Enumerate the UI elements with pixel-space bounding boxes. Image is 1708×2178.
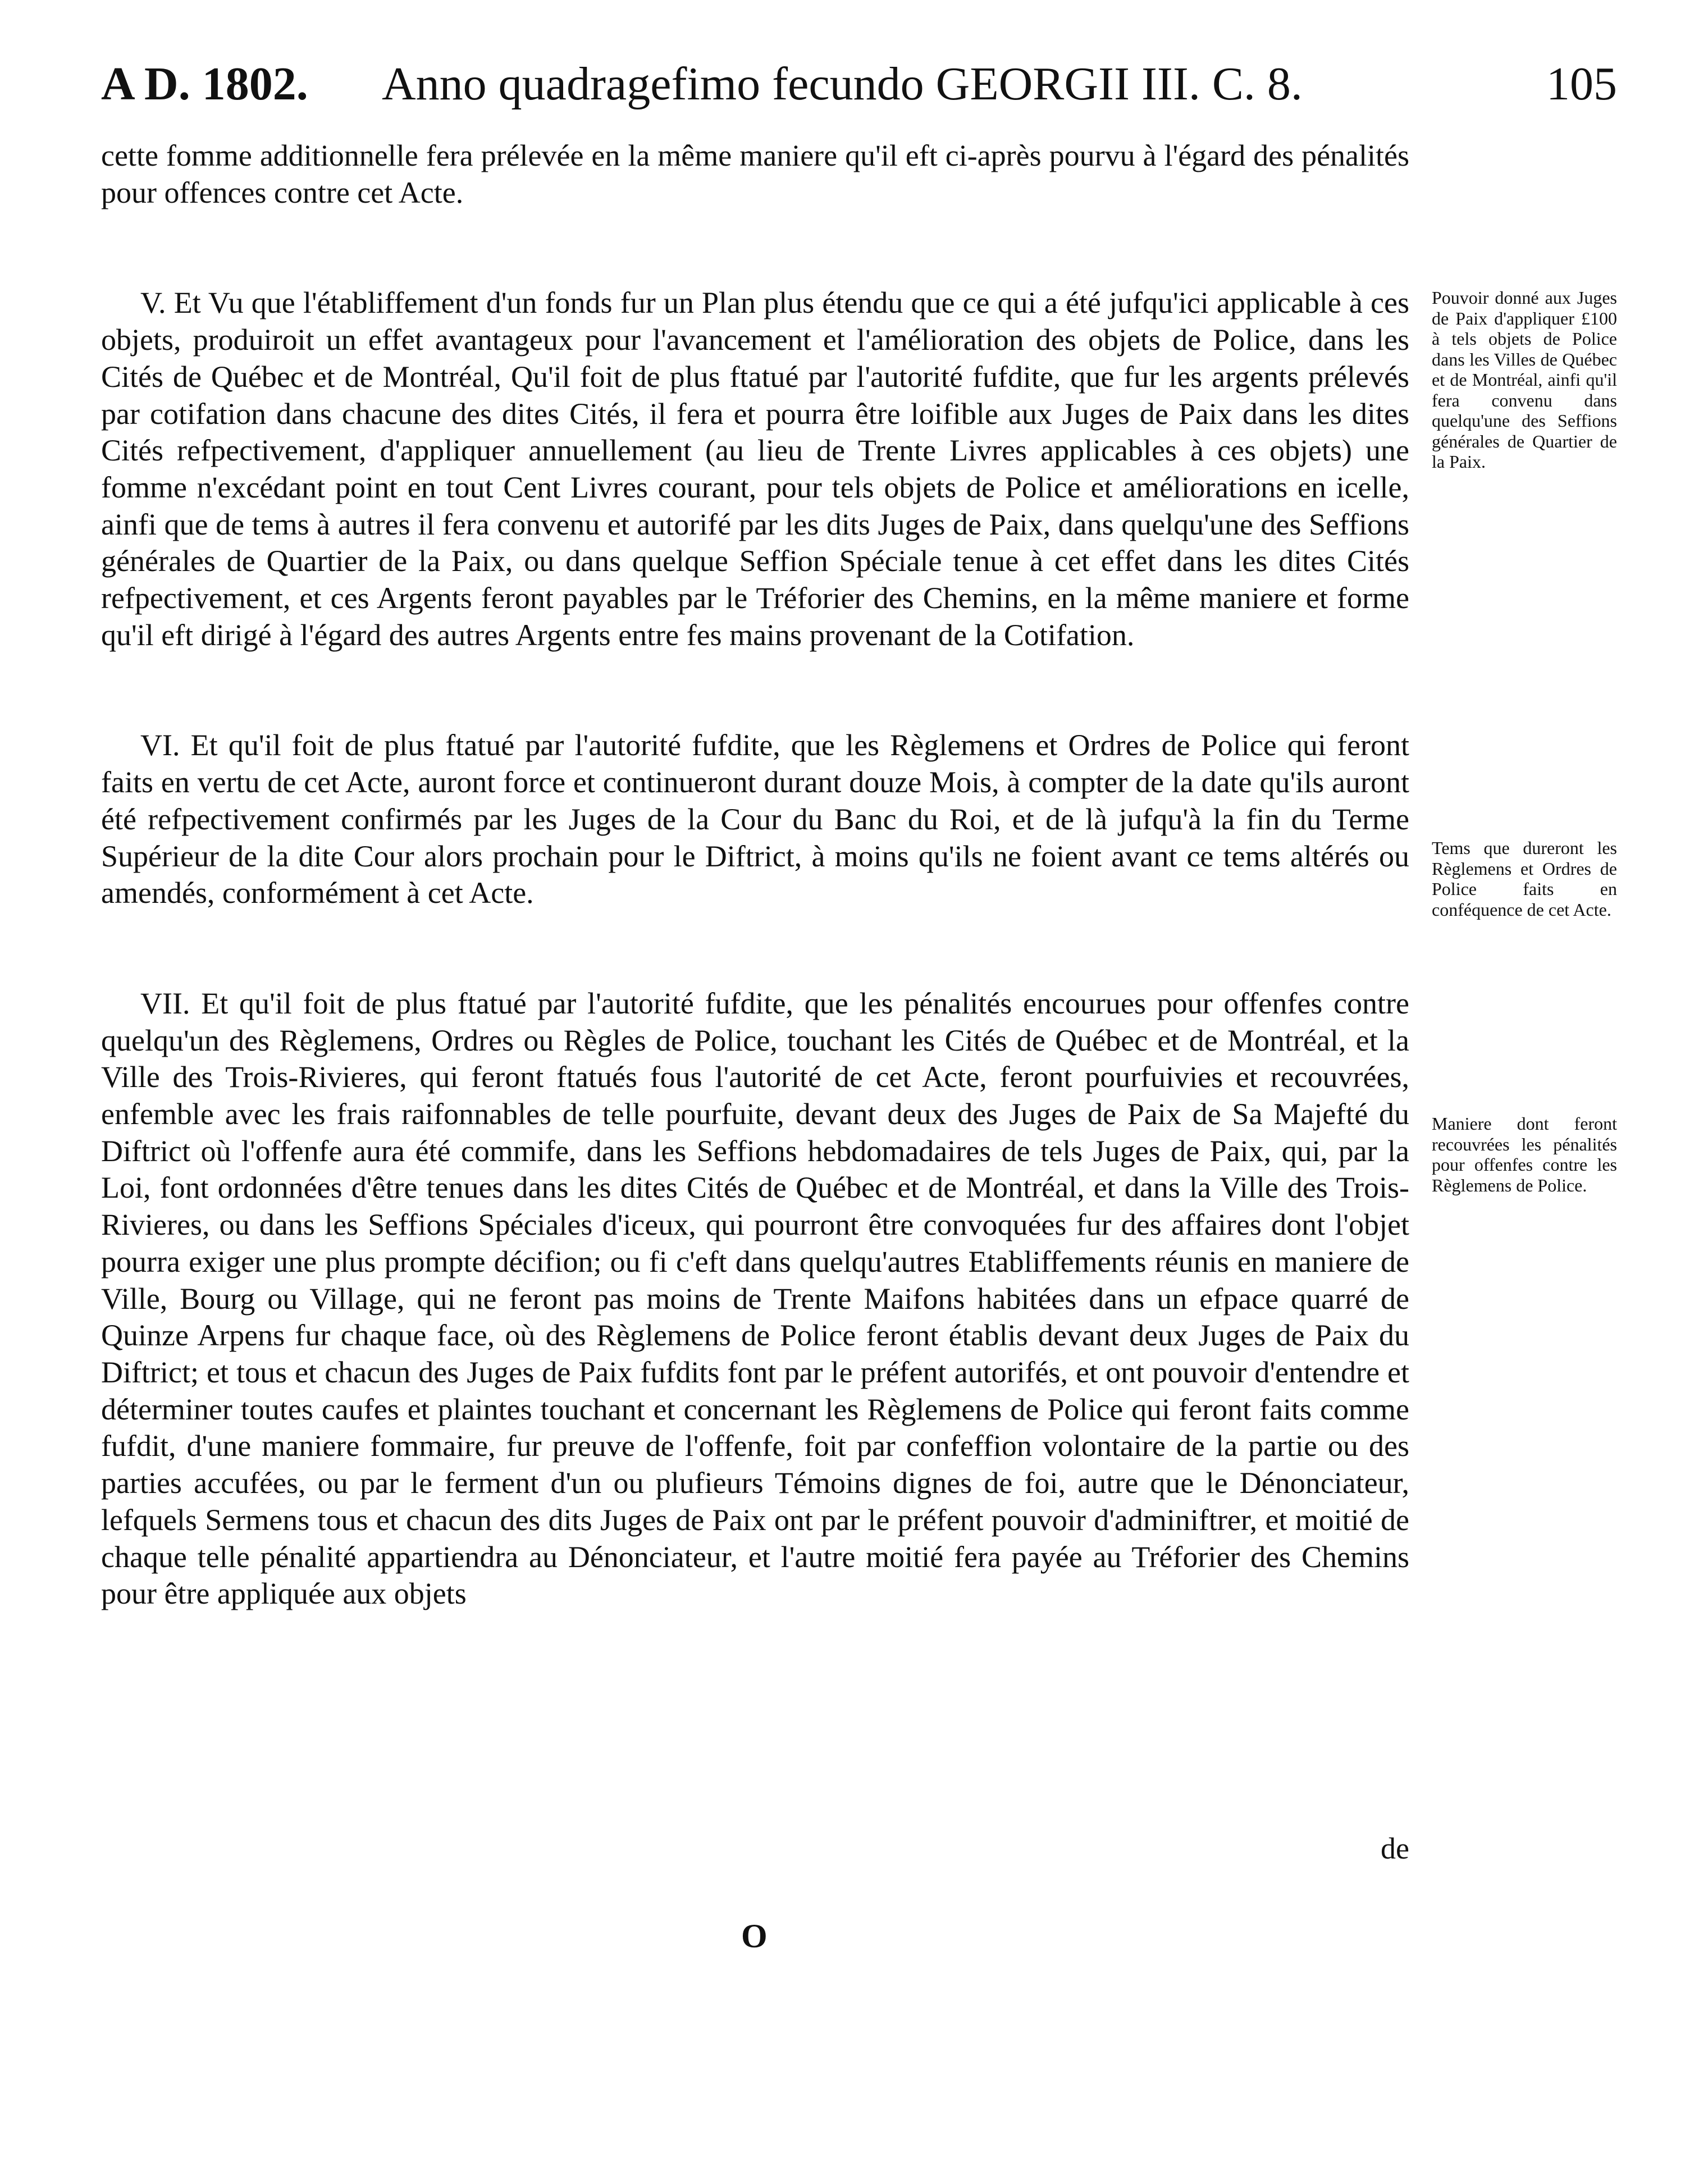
page-number: 105 bbox=[1546, 58, 1617, 110]
signature-mark: O bbox=[741, 1917, 768, 1955]
section-6-paragraph bbox=[101, 727, 1409, 912]
section-6-number: VI. bbox=[140, 728, 180, 762]
margin-note-section-6: Tems que dureront les Règlemens et Ordres de Police faits en conféquence de cet Acte. bbox=[1432, 838, 1617, 920]
catchword: de bbox=[1381, 1832, 1409, 1865]
running-header bbox=[101, 53, 1617, 115]
main-text bbox=[101, 138, 1409, 1613]
margin-note-section-7: Maniere dont feront recouvrées les pénalités pour offenfes contre les Règlemens de Police. bbox=[1432, 1113, 1617, 1195]
section-5-text: Et Vu que l'établiffement d'un fonds fur un Plan plus étendu que ce qui a été jufqu'ici applicable à ces objets, produiroit un effet avantageux pour l'avancement et l'amélioration des objets de Police, dans les Cités de Québec et de Montréal, Qu'il foit de plus ftatué par l'autorité fufdite, que fur les argents prélevés par cotifation dans chacune des dites Cités, il fera et pourra être loifible aux Juges de Paix dans les dites Cités refpectivement, d'appliquer annuellement (au lieu de Trente Livres applicables à ces objets) une fomme n'excédant point en tout Cent Livres courant, pour tels objets de Police et améliorations en icelle, ainfi que de tems à autres il fera convenu et autorifé par les dits Juges de Paix, dans quelqu'une des Seffions générales de Quartier de la Paix, ou dans quelque Seffion Spéciale tenue à cet effet dans les dites Cités refpectivement, et ces Argents feront payables par le Tréforier des Chemins, en la même maniere et forme qu'il eft dirigé à l'égard des autres Argents entre fes mains provenant de la Cotifation. bbox=[101, 286, 1410, 652]
continuation-paragraph: cette fomme additionnelle fera prélevée en la même maniere qu'il eft ci-après pourvu à l'égard des pénalités pour offences contre cet Acte. bbox=[101, 139, 1409, 209]
header-year: A D. 1802. bbox=[101, 58, 308, 110]
section-7-text: Et qu'il foit de plus ftatué par l'autorité fufdite, que les pénalités encourues pour offenfes contre quelqu'un des Règlemens, Ordres ou Règles de Police, touchant les Cités de Québec et de Montréal, et la Ville des Trois-Rivieres, qui feront ftatués fous l'autorité de cet Acte, feront pourfuivies et recouvrées, enfemble avec les frais raifonnables de telle pourfuite, devant deux des Juges de Paix de Sa Majefté du Diftrict où l'offenfe aura été commife, dans les Seffions hebdomadaires de tels Juges de Paix, qui, par la Loi, font ordonnées d'être tenues dans les dites Cités de Québec et de Montréal, et dans la Ville des Trois-Rivieres, ou dans les Seffions Spéciales d'iceux, qui pourront être convoquées fur des affaires dont l'objet pourra exiger une plus prompte décifion; ou fi c'eft dans quelqu'autres Etabliffements réunis en maniere de Ville, Bourg ou Village, qui ne feront pas moins de Trente Maifons habitées dans un efpace quarré de Quinze Arpens fur chaque face, où des Règlemens de Police feront établis devant deux Juges de Paix du Diftrict; et tous et chacun des Juges de Paix fufdits font par le préfent autorifés, et ont pouvoir d'entendre et déterminer toutes caufes et plaintes touchant et concernant les Règlemens de Police qui feront faits comme fufdit, d'une maniere fommaire, fur preuve de l'offenfe, foit par confeffion volontaire de la partie ou des parties accufées, ou par le ferment d'un ou plufieurs Témoins dignes de foi, autre que le Dénonciateur, lefquels Sermens tous et chacun des dits Juges de Paix ont par le préfent pouvoir d'adminiftrer, et moitié de chaque telle pénalité appartiendra au Dénonciateur, et l'autre moitié fera payée au Tréforier des Chemins pour être appliquée aux objets bbox=[101, 986, 1409, 1611]
section-7-number: VII. bbox=[140, 986, 190, 1020]
margin-note-section-5: Pouvoir donné aux Juges de Paix d'appliquer £100 à tels objets de Police dans les Villes de Québec et de Montréal, ainfi qu'il fera convenu dans quelqu'une des Seffions générales de Quartier de la Paix. bbox=[1432, 287, 1617, 472]
section-5-number: V. bbox=[140, 286, 166, 320]
section-6-text: Et qu'il foit de plus ftatué par l'autorité fufdite, que les Règlemens et Ordres de Police qui feront faits en vertu de cet Acte, auront force et continueront durant douze Mois, à compter de la date qu'ils auront été refpectivement confirmés par les Juges de la Cour du Banc du Roi, et de là jufqu'à la fin du Terme Supérieur de la dite Cour alors prochain pour le Diftrict, à moins qu'ils ne foient avant ce tems altérés ou amendés, conformément à cet Acte. bbox=[101, 728, 1410, 910]
header-title: Anno quadragefimo fecundo GEORGII III. C. 8. bbox=[382, 58, 1303, 110]
section-7-paragraph bbox=[101, 985, 1409, 1613]
section-5-paragraph bbox=[101, 285, 1409, 654]
